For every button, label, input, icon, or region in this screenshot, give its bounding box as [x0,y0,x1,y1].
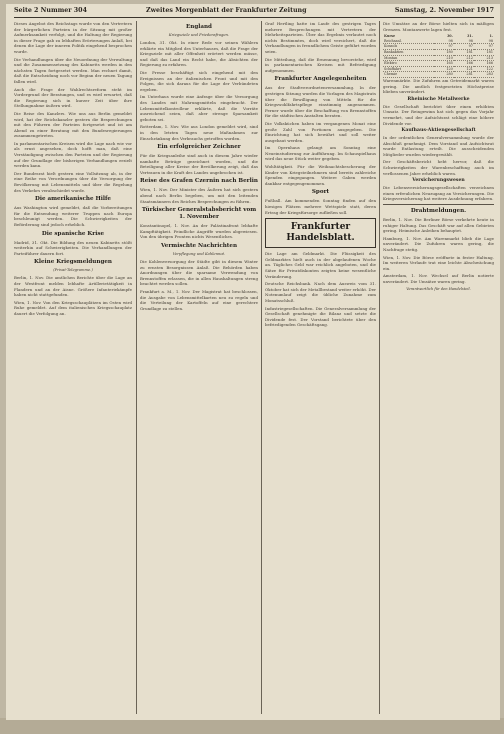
article-headline: Die spanische Krise [41,230,105,237]
table-cell: Montan [383,55,434,61]
article-paragraph: Die Kohlenversorgung der Städte gibt in diesem Winter zu ernsten Besorgnissen Anlaß. Die Behörden haben Anordnungen über die sparsame Verwendung von Brennstoffen erlassen, die in allen Haushaltungen streng beachtet werden sollen. [140,259,258,287]
table-cell: 97 [434,44,454,50]
section-banner [265,218,376,248]
article-paragraph: Hamburg, 1. Nov. Am Warenmarkt blieb die Lage unverändert. Die Zufuhren waren gering, die Nachfrage stetig. [383,235,494,252]
table-cell: 281 [454,72,474,78]
article-dateline: Verpflegung und Kohlennot. [172,252,226,257]
table-cell: 283 [474,72,494,78]
table-cell: 98 [474,39,494,44]
table-cell: 166 [474,61,494,67]
article-paragraph: Im Opernhaus gelangt am Sonntag eine Neueinstudierung zur Aufführung. Im Schauspielhaus wird das neue Stück weiter gegeben. [265,145,376,162]
column-divider [379,21,380,714]
table-cell: Reichsanl. [383,39,434,44]
table-header-cell: 30. [446,34,453,39]
article-paragraph: In der ordentlichen Generalversammlung wurde der Abschluß genehmigt. Dem Vorstand und Aufsichtsrat wurde Entlastung erteilt. Die ausscheidenden Mitglieder wurden wiedergewählt. [383,135,494,157]
article-dateline: Kriegsziele und Friedensfragen. [168,33,230,37]
table-cell: 181 [474,49,494,55]
article-headline: Drahtmeldungen. [410,208,467,215]
article-paragraph: Die Reise des Kanzlers. Wie uns aus Berlin gemeldet wird, hat der Reichskanzler gestern die Besprechungen mit den Führern der Parteien fortgesetzt und ist am Abend zu einer Beratung mit den Bundesregierungen zusammengetreten. [14,110,132,139]
article-paragraph: Die Volksküchen haben im vergangenen Monat eine große Zahl von Portionen ausgegeben. Die Einrichtung hat sich bewährt und soll weiter ausgebaut werden. [265,120,376,143]
article-paragraph: Deutsche Reichsbank. Nach dem Ausweis vom 31. Oktober hat sich der Metallbestand weiter erhöht. Der Notenumlauf zeigt die übliche Zunahme zum Monatsschluß. [265,281,376,303]
table-cell: Schiffahrt [383,66,434,72]
article-paragraph: Madrid, 31. Okt. Die Bildung des neuen Kabinetts stößt weiterhin auf Schwierigkeiten. Die Verhandlungen der Parteiführer dauern fort. [14,239,132,256]
article-paragraph: Graf Hertling hatte im Laufe des gestrigen Tages mehrere Besprechungen mit Vertretern der Mehrheitsparteien. Über das Ergebnis verlautet noch nichts Bestimmtes, doch wird versichert, daß die Verhandlungen in freundlichem Geiste geführt worden seien. [265,21,376,54]
table-cell: Bankaktien [383,49,434,55]
article-paragraph: Die Lage am Geldmarkt. Die Flüssigkeit des Geldmarktes hielt auch in der abgelaufenen Woche an. Tägliches Geld war reichlich angeboten, und die Sätze für Privatdiskonten zeigten keine wesentliche Veränderung. [265,251,376,279]
article-headline: Sport [311,189,330,196]
column-1 [14,21,132,716]
article-paragraph: Wohltätigkeit. Für die Weihnachtsbescherung der Kinder von Kriegsteilnehmern sind bereits zahlreiche Spenden eingegangen. Weitere Gaben werden dankbar entgegengenommen. [265,164,376,186]
article-paragraph: Amsterdam, 1. Nov. Wechsel auf Berlin notierte unverändert. Die Umsätze waren gering. [383,273,494,284]
column-3 [265,21,376,716]
article-paragraph: Aus der Stadtverordnetenversammlung. In der gestrigen Sitzung wurden die Vorlagen des Magistrats über die Bewilligung von Mitteln für die Kriegswohlfahrtspflege einstimmig angenommen. Ferner wurde über die Beschaffung von Brennstoffen für die städtischen Anstalten beraten. [265,85,376,119]
article-paragraph: Im Unterhaus wurde eine Anfrage über die Versorgung des Landes mit Nahrungsmitteln eingebracht. Der Lebensmittelkontrolleur erklärte, daß die Vorräte ausreichend seien, daß aber strenge Sparsamkeit geboten sei. [140,94,258,122]
article-paragraph: Die Mitteilung, daß die Ernennung bevorstehe, wird in parlamentarischen Kreisen mit Befriedigung aufgenommen. [265,56,376,73]
article-paragraph: Industriegesellschaften. Die Generalversammlung der Gesellschaft genehmigte die Bilanz und setzte die Dividende fest. Der Vorstand berichtete über den befriedigenden Geschäftsgang. [265,305,376,328]
article-paragraph: Warenmärkte. Die Zufuhren am Getreidemarkt waren gering. Die amtlich festgesetzten Höchstpreise blieben unverändert. [383,77,494,95]
article-paragraph: Die Presse beschäftigt sich eingehend mit den Ereignissen an der italienischen Front und mit den Folgen, die sich daraus für die Lage der Verbündeten ergeben. [140,69,258,92]
article-headline: Kleine Kriegsmeldungen [34,259,112,266]
table-cell: 181 [454,49,474,55]
article-paragraph: Berlin, 1. Nov. Die Berliner Börse verkehrte heute in ruhiger Haltung. Das Geschäft war auf allen Gebieten gering. Heimische Anleihen behauptet. [383,217,494,234]
article-paragraph: Für die Kriegsanleihe sind auch in diesem Jahre wieder namhafte Beträge gezeichnet worden, und die Beteiligung aller Kreise der Bevölkerung zeigt, daß das Vertrauen in die Kraft des Landes ungebrochen ist. [140,153,258,175]
article-paragraph: Konstantinopel, 1. Nov. An der Palästinafront lebhafte Kampftätigkeit. Feindliche Angriffe wurden abgewiesen. Von den übrigen Fronten nichts Wesentliches. [140,223,258,240]
column-2 [140,21,258,716]
page-number: Seite 2 Nummer 304 [14,7,87,14]
table-cell: 97 [474,44,494,50]
article-paragraph: Dieses Angebot des Reichstags wurde von den Vertretern der bürgerlichen Parteien in der Sitzung mit großer Aufmerksamkeit verfolgt, und die Haltung der Regierung in dieser Frage gab zu lebhaften Erörterungen Anlaß, bei denen die Lage der inneren Politik eingehend besprochen wurde. [14,21,132,54]
article-paragraph: Der Geschäftsbericht hebt hervor, daß die Schwierigkeiten der Warenbeschaffung auch im verflossenen Jahre erheblich waren. [383,159,494,176]
article-headline: Frankfurter Angelegenheiten [274,76,367,83]
article-paragraph: Die Verhandlungen über die Neuordnung der Verwaltung und die Zusammensetzung des Kabinetts werden in den nächsten Tagen fortgesetzt werden. Man rechnet damit, daß die Entscheidung noch vor Beginn der neuen Tagung fallen wird. [14,56,132,84]
column-divider [136,21,137,714]
article-paragraph: Die Gesellschaft berichtet über einen erhöhten Umsatz. Der Reingewinn hat sich gegen das Vorjahr vermehrt, und der Aufsichtsrat schlägt eine höhere Dividende vor. [383,103,494,126]
table-row [383,72,494,78]
article-paragraph: Die Lebensversicherungsgesellschaften verzeichnen einen erfreulichen Neuzugang an Versicherungen. Die Kriegsversicherung hat weitere Ausdehnung erfahren. [383,185,494,202]
article-paragraph: Der Bundesrat hielt gestern eine Vollsitzung ab, in der eine Reihe von Verordnungen über die Versorgung der Bevölkerung mit Lebensmitteln und über die Regelung des Verkehrs verabschiedet wurde. [14,170,132,193]
section-banner-title: Frankfurter Handelsblatt. [286,222,355,244]
issue-date: Samstag, 2. November 1917 [394,7,494,14]
article-paragraph: Wien, 1. Nov. Der Minister des Äußern hat sich gestern abend nach Berlin begeben, um mit den leitenden Staatsmännern des Reiches Besprechungen zu führen. [140,187,258,204]
article-paragraph: Aus Washington wird gemeldet, daß die Vorbereitungen für die Entsendung weiterer Truppen nach Europa beschleunigt werden. Die Schwierigkeiten der Beförderung sind jedoch erheblich. [14,205,132,227]
table-cell: 212 [454,55,474,61]
newspaper-page [6,4,500,720]
table-cell: 180 [434,49,454,55]
article-paragraph: Auch die Frage der Wahlrechtsreform steht im Vordergrund der Beratungen, und es wird erwartet, daß die Regierung sich in kurzer Zeit über ihre Stellungnahme äußern wird. [14,86,132,109]
column-4 [383,21,494,716]
article-paragraph: Rotterdam, 1. Nov. Wie aus London gemeldet wird, sind in den letzten Tagen neue Maßnahmen zur Einschränkung des Verbrauchs getroffen worden. [140,124,258,141]
article-headline: Reise des Grafen Czernin nach Berlin [140,178,258,185]
header-rule [14,17,494,18]
table-header-cell: 1. [489,34,493,39]
table-cell: 213 [474,55,494,61]
table-cell: 165 [434,61,454,67]
article-paragraph: Frankfurt a. M., 1. Nov. Der Magistrat hat beschlossen, die Ausgabe von Lebensmittelkarten neu zu regeln und die Verteilung der Kartoffeln auf eine gerechtere Grundlage zu stellen. [140,289,258,311]
table-cell: 280 [434,72,454,78]
table-cell: Elektro [383,61,434,67]
article-paragraph: Die Umsätze an der Börse hielten sich in mäßigen Grenzen. Montanwerte lagen fest. [383,21,494,32]
table-cell: 98 [434,39,454,44]
article-paragraph: Fußball. Am kommenden Sonntag finden auf den hiesigen Plätzen mehrere Wettspiele statt, deren Ertrag der Kriegsfürsorge zufließen soll. [265,198,376,215]
article-paragraph: Wien, 1. Nov. Von den Kriegsschauplätzen im Osten wird Ruhe gemeldet. Auf dem italienischen Kriegsschauplatz dauert die Verfolgung an. [14,299,132,316]
table-cell: 97 [454,44,474,50]
article-subheadline: Kaufhaus-Aktiengesellschaft [401,128,476,134]
footer-note: Verantwortlich für den Handelsteil. [406,286,471,291]
table-cell: 166 [454,61,474,67]
article-paragraph: In parlamentarischen Kreisen wird die Lage nach wie vor als ernst angesehen, doch hofft man, daß eine Verständigung zwischen den Parteien und der Regierung auf der Grundlage der bisherigen Verhandlungen erzielt werden kann. [14,140,132,169]
article-headline: Türkischer Generalstabsbericht vom 1. November [141,207,257,221]
table-cell: Konsols [383,44,434,50]
table-cell: Chemie [383,72,434,78]
article-subheadline: Versicherungswesen [412,178,465,184]
article-paragraph: Berlin, 1. Nov. Die amtlichen Berichte über die Lage an der Westfront melden lebhafte Artillerietätigkeit in Flandern und an der Aisne. Größere Infanteriekämpfe haben nicht stattgefunden. [14,275,132,298]
table-cell: 121 [454,66,474,72]
article-headline: Die amerikanische Hilfe [35,196,111,203]
market-table [383,34,494,78]
article-headline: Ein erfolgreicher Zeichner [157,144,241,151]
page-shadow [0,718,504,734]
table-cell: 98 [454,39,474,44]
article-dateline: (Privat-Telegramme.) [53,268,93,273]
section-rule [383,204,494,205]
masthead: Zweites Morgenblatt der Frankfurter Zeitung [146,7,307,14]
table-cell: 122 [474,66,494,72]
table-header-cell: 31. [467,34,473,39]
table-cell: 210 [434,55,454,61]
article-headline: Vermischte Nachrichten [160,243,238,250]
column-divider [261,21,262,714]
table-header-cell: Kurse [384,34,396,39]
article-paragraph: London, 31. Okt. In einer Rede vor seinen Wählern erklärte ein Mitglied des Unterhauses, daß die Frage der Kriegsziele mit aller Offenheit erörtert werden müsse, und daß das Land ein Recht habe, die Absichten der Regierung zu erfahren. [140,40,258,68]
article-paragraph: Wien, 1. Nov. Die Börse eröffnete in fester Haltung. Im weiteren Verlaufe trat eine leichte Abschwächung ein. [383,254,494,271]
article-subheadline: Rheinische Metallwerke [407,96,470,102]
article-headline: England [186,24,212,30]
table-cell: 120 [434,66,454,72]
